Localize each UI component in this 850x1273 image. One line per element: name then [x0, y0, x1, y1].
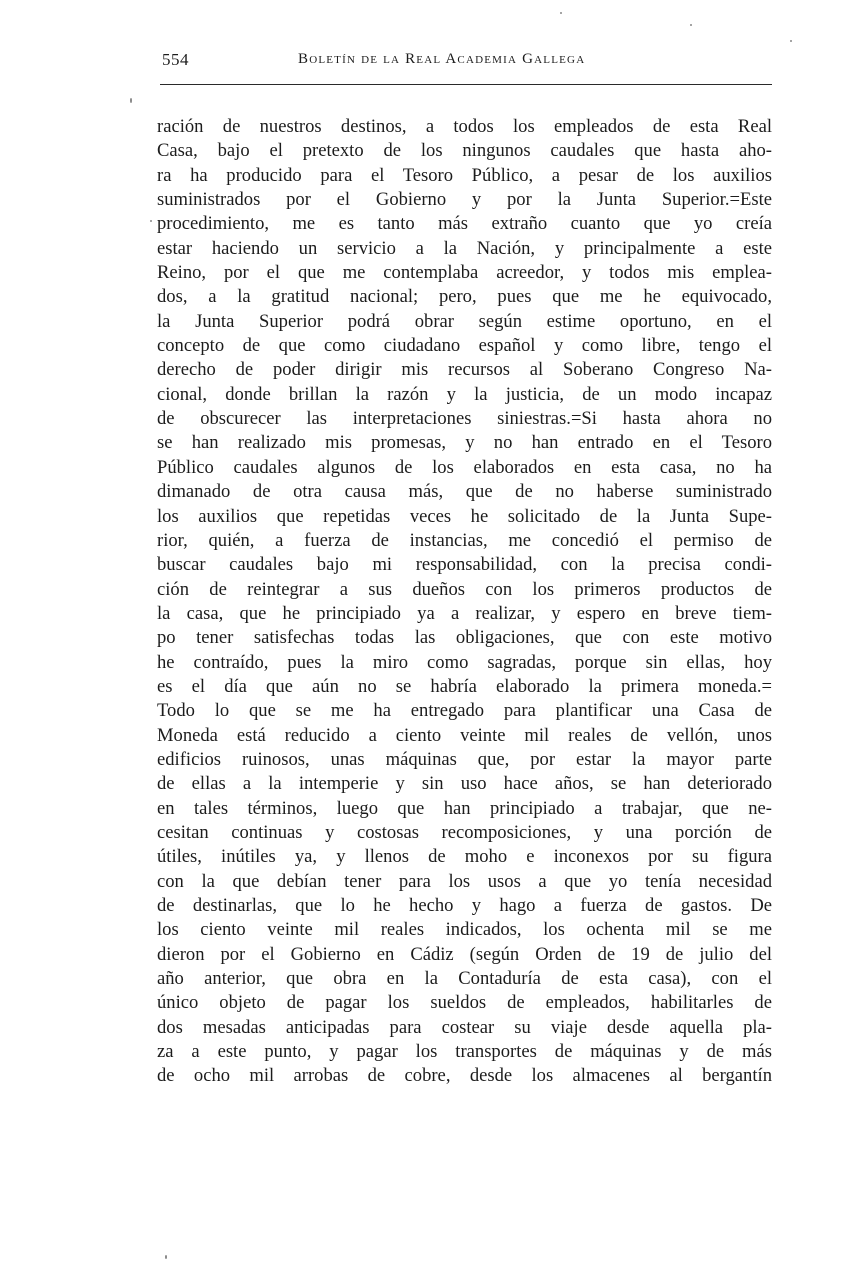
text-line: en tales términos, luego que han principiado a trabajar, que ne- [157, 797, 772, 819]
text-line: Todo lo que se me ha entregado para plantificar una Casa de [157, 700, 772, 722]
text-line: dos, a la gratitud nacional; pero, pues que me he equivocado, [157, 286, 772, 308]
text-line: estar haciendo un servicio a la Nación, y principalmente a este [157, 237, 772, 259]
scan-speck [560, 12, 562, 14]
text-line: ración de nuestros destinos, a todos los empleados de esta Real [157, 116, 772, 137]
text-line: derecho de poder dirigir mis recursos al Soberano Congreso Na- [157, 359, 772, 381]
text-line: po tener satisfechas todas las obligaciones, que con este motivo [157, 627, 772, 649]
text-line: de ellas a la intemperie y sin uso hace años, se han deteriorado [157, 773, 772, 795]
scan-speck [150, 220, 152, 222]
text-line: los auxilios que repetidas veces he solicitado de la Junta Supe- [157, 505, 772, 527]
scan-speck [690, 24, 692, 26]
text-line: buscar caudales bajo mi responsabilidad, con la precisa condi- [157, 554, 772, 576]
text-line: ra ha producido para el Tesoro Público, a pesar de los auxilios [157, 164, 772, 186]
page-header [160, 50, 772, 80]
scan-speck [165, 1255, 167, 1259]
text-line: rior, quién, a fuerza de instancias, me concedió el permiso de [157, 529, 772, 551]
text-line: cesitan continuas y costosas recomposiciones, y una porción de [157, 821, 772, 843]
text-line: procedimiento, me es tanto más extraño cuanto que yo creía [157, 213, 772, 235]
text-line: concepto de que como ciudadano español y como libre, tengo el [157, 335, 772, 357]
text-line: Público caudales algunos de los elaborados en esta casa, no ha [157, 456, 772, 478]
text-line: dimanado de otra causa más, que de no haberse suministrado [157, 481, 772, 503]
text-line: año anterior, que obra en la Contaduría de esta casa), con el [157, 968, 772, 990]
text-line: he contraído, pues la miro como sagradas, porque sin ellas, hoy [157, 651, 772, 673]
text-line: za a este punto, y pagar los transportes de máquinas y de más [157, 1041, 772, 1063]
text-line: de obscurecer las interpretaciones siniestras.=Si hasta ahora no [157, 408, 772, 430]
text-line: Moneda está reducido a ciento veinte mil reales de vellón, unos [157, 724, 772, 746]
text-line: cional, donde brillan la razón y la justicia, de un modo incapaz [157, 383, 772, 405]
text-line: Casa, bajo el pretexto de los ningunos caudales que hasta aho- [157, 140, 772, 162]
text-line: útiles, inútiles ya, y llenos de moho e inconexos por su figura [157, 846, 772, 868]
page-number: 554 [162, 50, 189, 69]
text-line: ción de reintegrar a sus dueños con los primeros productos de [157, 578, 772, 600]
text-line: Reino, por el que me contemplaba acreedor, y todos mis emplea- [157, 262, 772, 284]
text-line: de ocho mil arrobas de cobre, desde los almacenes al bergantín [157, 1065, 772, 1087]
text-line: se han realizado mis promesas, y no han entrado en el Tesoro [157, 432, 772, 454]
text-line: con la que debían tener para los usos a que yo tenía necesidad [157, 870, 772, 892]
body-text [157, 115, 772, 1089]
scan-speck [790, 40, 792, 42]
text-line: la casa, que he principiado ya a realizar, y espero en breve tiem- [157, 602, 772, 624]
text-line: dos mesadas anticipadas para costear su viaje desde aquella pla- [157, 1016, 772, 1038]
text-line: dieron por el Gobierno en Cádiz (según Orden de 19 de julio del [157, 943, 772, 965]
running-title: Boletín de la Real Academia Gallega [298, 51, 586, 67]
text-line: único objeto de pagar los sueldos de empleados, habilitarles de [157, 992, 772, 1014]
text-line: de destinarlas, que lo he hecho y hago a fuerza de gastos. De [157, 895, 772, 916]
text-line: edificios ruinosos, unas máquinas que, por estar la mayor parte [157, 748, 772, 770]
scan-speck [130, 98, 132, 103]
header-rule [160, 84, 772, 85]
text-line: la Junta Superior podrá obrar según estime oportuno, en el [157, 310, 772, 332]
text-line: suministrados por el Gobierno y por la Junta Superior.=Este [157, 189, 772, 211]
text-line: es el día que aún no se habría elaborado la primera moneda.= [157, 675, 772, 697]
text-line: los ciento veinte mil reales indicados, los ochenta mil se me [157, 919, 772, 941]
